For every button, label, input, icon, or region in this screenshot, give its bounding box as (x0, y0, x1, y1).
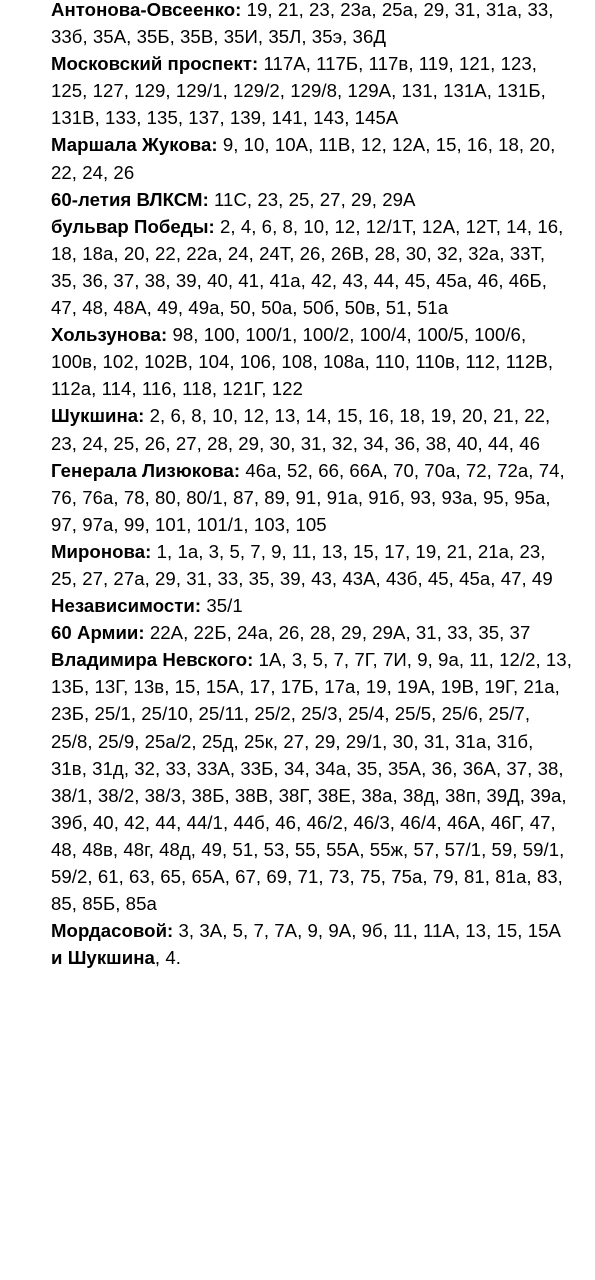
house-numbers: 117А, 117Б, 117в, 119, 121, 123, 125, 127, 129, 129/1, 129/2, 129/8, 129А, 131, 131А, 131Б, 131В, 133, 135, 137, 139, 141, 143, 145А (51, 53, 546, 129)
street-entry-60-letiya-vlksm (51, 186, 573, 213)
street-name: Мордасовой: (51, 920, 174, 942)
street-entry-i-shukshina (51, 944, 573, 971)
street-entry-kholzunova (51, 321, 573, 402)
house-numbers: 98, 100, 100/1, 100/2, 100/4, 100/5, 100/6, 100в, 102, 102В, 104, 106, 108, 108а, 110, 110в, 112, 112В, 112а, 114, 116, 118, 121Г, 122 (51, 324, 554, 400)
house-numbers: 2, 6, 8, 10, 12, 13, 14, 15, 16, 18, 19, 20, 21, 22, 23, 24, 25, 26, 27, 28, 29, 30, 31, 32, 34, 36, 38, 40, 44, 46 (51, 405, 551, 454)
street-entry-mironova (51, 538, 573, 592)
street-entry-vladimira-nevskogo (51, 646, 573, 917)
house-numbers: 22А, 22Б, 24а, 26, 28, 29, 29А, 31, 33, 35, 37 (144, 622, 531, 644)
street-entry-moskovsky-prospekt (51, 50, 573, 131)
street-name: Шукшина: (51, 405, 145, 427)
street-name: 60-летия ВЛКСМ: (51, 188, 209, 210)
street-entry-shukshina (51, 402, 573, 456)
house-numbers: 3, 3А, 5, 7, 7А, 9, 9А, 9б, 11, 11А, 13, 15, 15А (173, 920, 561, 942)
house-numbers: 1А, 3, 5, 7, 7Г, 7И, 9, 9а, 11, 12/2, 13, 13Б, 13Г, 13в, 15, 15А, 17, 17Б, 17а, 19, 19А, 19В, 19Г, 21а, 23Б, 25/1, 25/10, 25/11, 25/2, 25/3, 25/4, 25/5, 25/6, 25/7, 25/8, 25/9, 25а/2, 25д, 25к, 27, 29, 29/1, 30, 31, 31а, 31б, 31в, 31д, 32, 33, 33А, 33Б, 34, 34а, 35, 35А, 36, 36А, 37, 38, 38/1, 38/2, 38/3, 38Б, 38В, 38Г, 38Е, 38а, 38д, 38п, 39Д, 39а, 39б, 40, 42, 44, 44/1, 44б, 46, 46/2, 46/3, 46/4, 46А, 46Г, 47, 48, 48в, 48г, 48д, 49, 51, 53, 55, 55А, 55ж, 57, 57/1, 59, 59/1, 59/2, 61, 63, 65, 65А, 67, 69, 71, 73, 75, 75а, 79, 81, 81а, 83, 85, 85Б, 85а (51, 649, 572, 915)
street-entry-antonova-ovseenko (51, 0, 573, 50)
street-name: Владимира Невского: (51, 649, 254, 671)
street-name: Хользунова: (51, 324, 168, 346)
house-numbers: 19, 21, 23, 23а, 25а, 29, 31, 31а, 33, 33б, 35А, 35Б, 35В, 35И, 35Л, 35э, 36Д (51, 0, 554, 48)
house-numbers: 2, 4, 6, 8, 10, 12, 12/1Т, 12А, 12Т, 14, 16, 18, 18а, 20, 22, 22а, 24, 24Т, 26, 26В, 28, 30, 32, 32а, 33Т, 35, 36, 37, 38, 39, 40, 41, 41а, 42, 43, 44, 45, 45а, 46, 46Б, 47, 48, 48А, 49, 49а, 50, 50а, 50б, 50в, 51, 51а (51, 215, 564, 319)
street-entry-generala-lizyukova (51, 457, 573, 538)
street-entry-mordasovoy (51, 917, 573, 944)
house-numbers: 35/1 (201, 595, 243, 617)
house-numbers: 46а, 52, 66, 66А, 70, 70а, 72, 72а, 74, 76, 76а, 78, 80, 80/1, 87, 89, 91, 91а, 91б, 93, 93а, 95, 95а, 97, 97а, 99, 101, 101/1, 103, 105 (51, 459, 565, 535)
house-numbers: 9, 10, 10А, 11В, 12, 12А, 15, 16, 18, 20, 22, 24, 26 (51, 134, 556, 183)
house-numbers: 11С, 23, 25, 27, 29, 29А (208, 188, 416, 210)
street-name: бульвар Победы: (51, 215, 215, 237)
street-name: Маршала Жукова: (51, 134, 218, 156)
street-name: Московский проспект: (51, 53, 259, 75)
street-name: Антонова-Овсеенко: (51, 0, 242, 20)
street-name: Миронова: (51, 540, 152, 562)
street-entry-bulvar-pobedy (51, 213, 573, 321)
street-name: Независимости: (51, 595, 202, 617)
street-name: Генерала Лизюкова: (51, 459, 241, 481)
street-name: и Шукшина (51, 947, 155, 969)
street-entry-60-armii (51, 619, 573, 646)
house-numbers: 1, 1а, 3, 5, 7, 9, 11, 13, 15, 17, 19, 21, 21а, 23, 25, 27, 27а, 29, 31, 33, 35, 39, 43, 43А, 43б, 45, 45а, 47, 49 (51, 540, 553, 589)
street-entry-nezavisimosti (51, 592, 573, 619)
street-name: 60 Армии: (51, 622, 145, 644)
house-numbers: , 4. (154, 947, 181, 969)
street-entry-marshala-zhukova (51, 131, 573, 185)
